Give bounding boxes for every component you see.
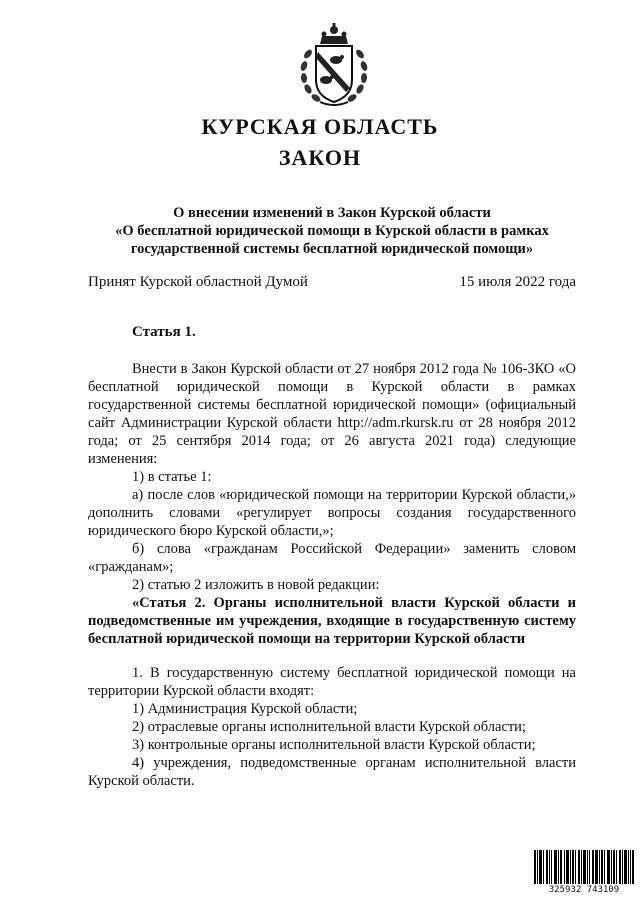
barcode-number: 325932 743109 [548, 885, 620, 895]
adoption-date: 15 июля 2022 года [459, 274, 576, 290]
amendment-subitem: а) после слов «юридической помощи на территории Курской области,» дополнить словами «регулирует вопросы создания государственного юридического бюро Курской области,»; [88, 487, 576, 539]
law-title [88, 204, 576, 258]
law-title-line: государственной системы бесплатной юридической помощи» [130, 241, 534, 257]
adopted-by: Принят Курской областной Думой [88, 274, 308, 290]
document-type-heading: ЗАКОН [278, 145, 362, 170]
new-article-heading: «Статья 2. Органы исполнительной власти Курской области и подведомственные им учреждения, входящие в государственную систему бесплатной юридической помощи на территории Курской области [88, 595, 576, 647]
amendment-subitem: б) слова «гражданам Российской Федерации» заменить словом «гражданам»; [88, 541, 576, 575]
law-title-line: «О бесплатной юридической помощи в Курской области в рамках [115, 223, 549, 239]
amendment-item: 1) в статье 1: [132, 469, 212, 485]
list-item: 2) отраслевые органы исполнительной власти Курской области; [132, 719, 526, 735]
list-item: 4) учреждения, подведомственные органам исполнительной власти Курской области. [88, 755, 576, 789]
amendment-item: 2) статью 2 изложить в новой редакции: [132, 577, 380, 593]
article-body [88, 360, 576, 790]
spacer [88, 648, 576, 664]
list-item: 1) Администрация Курской области; [132, 701, 358, 717]
article-heading: Статья 1. [132, 324, 196, 340]
article-point: 1. В государственную систему бесплатной юридической помощи на территории Курской области входят: [88, 665, 576, 699]
list-item: 3) контрольные органы исполнительной власти Курской области; [132, 737, 536, 753]
kursk-coat-of-arms-icon [296, 22, 372, 108]
region-heading: КУРСКАЯ ОБЛАСТЬ [201, 114, 439, 139]
article-intro: Внести в Закон Курской области от 27 ноября 2012 года № 106-ЗКО «О бесплатной юридической помощи в Курской области в рамках государственной системы бесплатной юридической помощи» (официальный сайт Администрации Курской области http://adm.rkursk.ru от 28 ноября 2012 года; от 25 сентября 2014 года; от 26 августа 2021 года) следующие изменения: [88, 361, 576, 467]
barcode-bars [534, 850, 634, 884]
adoption-row [88, 274, 576, 291]
law-title-line: О внесении изменений в Закон Курской области [173, 205, 491, 221]
barcode [534, 850, 634, 900]
